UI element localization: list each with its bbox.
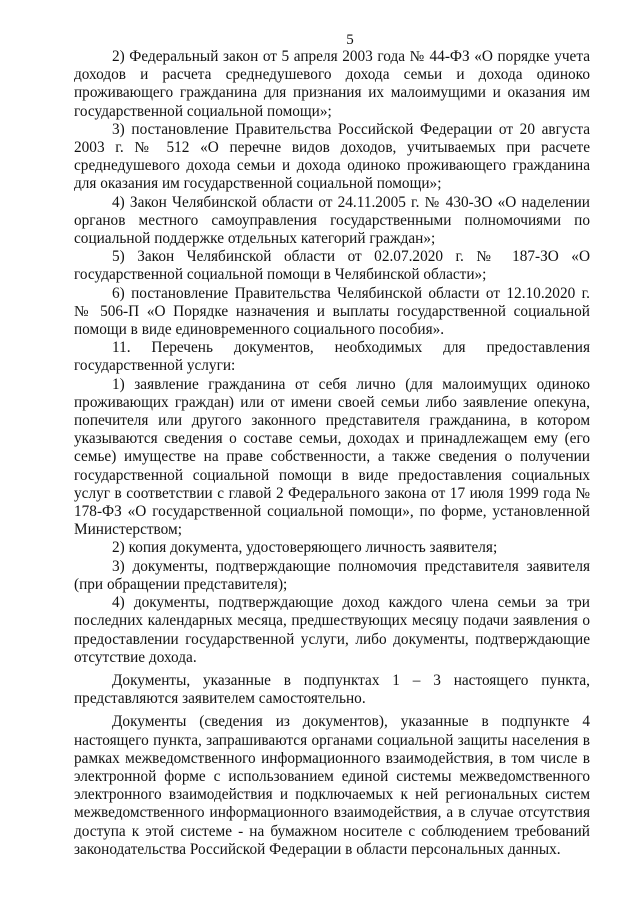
paragraph-decree-512: 3) постановление Правительства Российской Федерации от 20 августа 2003 г. № 512 «О перечне видов доходов, учитываемых при расчете среднедушевого дохода семьи и дохода одиноко проживающего гражданина для оказания им государственной социальной помощи»;: [74, 120, 590, 193]
page-number: 5: [346, 32, 354, 48]
paragraph-item-application: 1) заявление гражданина от себя лично (для малоимущих одиноко проживающих граждан) или от имени своей семьи либо заявление опекуна, попечителя или другого законного представителя гражданина, в котором указываются сведения о составе семьи, доходах и принадлежащем ему (его семье) имуществе на праве собственности, а также сведения о получении государственной социальной помощи в виде предоставления социальных услуг в соответствии с главой 2 Федерального закона от 17 июля 1999 года № 178-ФЗ «О государственной социальной помощи», по форме, установленной Министерством;: [74, 375, 590, 539]
paragraph-item-income: 4) документы, подтверждающие доход каждого члена семьи за три последних календарных месяца, предшествующих месяцу подачи заявления о предоставлении государственной услуги, либо документы, подтверждающие отсутствие дохода.: [74, 594, 590, 666]
paragraph-interagency-request: Документы (сведения из документов), указанные в подпункте 4 настоящего пункта, запрашиваются органами социальной защиты населения в рамках межведомственного информационного взаимодействия, в том числе в электронной форме с использованием единой системы межведомственного электронного взаимодействия и подключаемых к ней региональных систем межведомственного информационного взаимодействия, а в случае отсутствия доступа к этой системе - на бумажном носителе с соблюдением требований законодательства Российской Федерации в области персональных данных.: [74, 713, 590, 858]
paragraph-law-187zo: 5) Закон Челябинской области от 02.07.2020 г. № 187-ЗО «О государственной социальной помощи в Челябинской области»;: [74, 248, 590, 284]
paragraph-item-id-copy: 2) копия документа, удостоверяющего личность заявителя;: [112, 539, 498, 557]
paragraph-law-430zo: 4) Закон Челябинской области от 24.11.2005 г. № 430-ЗО «О наделении органов местного самоуправления государственными полномочиями по социальной поддержке отдельных категорий граждан»;: [74, 193, 590, 248]
paragraph-decree-506p: 6) постановление Правительства Челябинской области от 12.10.2020 г. № 506-П «О Порядке назначения и выплаты государственной социальной помощи в виде единовременного социального пособия».: [74, 284, 590, 339]
paragraph-self-submission: Документы, указанные в подпунктах 1 – 3 настоящего пункта, представляются заявителем самостоятельно.: [74, 671, 590, 708]
paragraph-section-11-heading: 11. Перечень документов, необходимых для предоставления государственной услуги:: [74, 339, 590, 375]
paragraph-item-representative: 3) документы, подтверждающие полномочия представителя заявителя (при обращении представителя);: [74, 557, 590, 593]
paragraph-law-44fz: 2) Федеральный закон от 5 апреля 2003 года № 44-ФЗ «О порядке учета доходов и расчета среднедушевого дохода семьи и дохода одиноко проживающего гражданина для признания их малоимущими и оказания им государственной социальной помощи»;: [74, 48, 590, 120]
document-body: [74, 48, 590, 859]
